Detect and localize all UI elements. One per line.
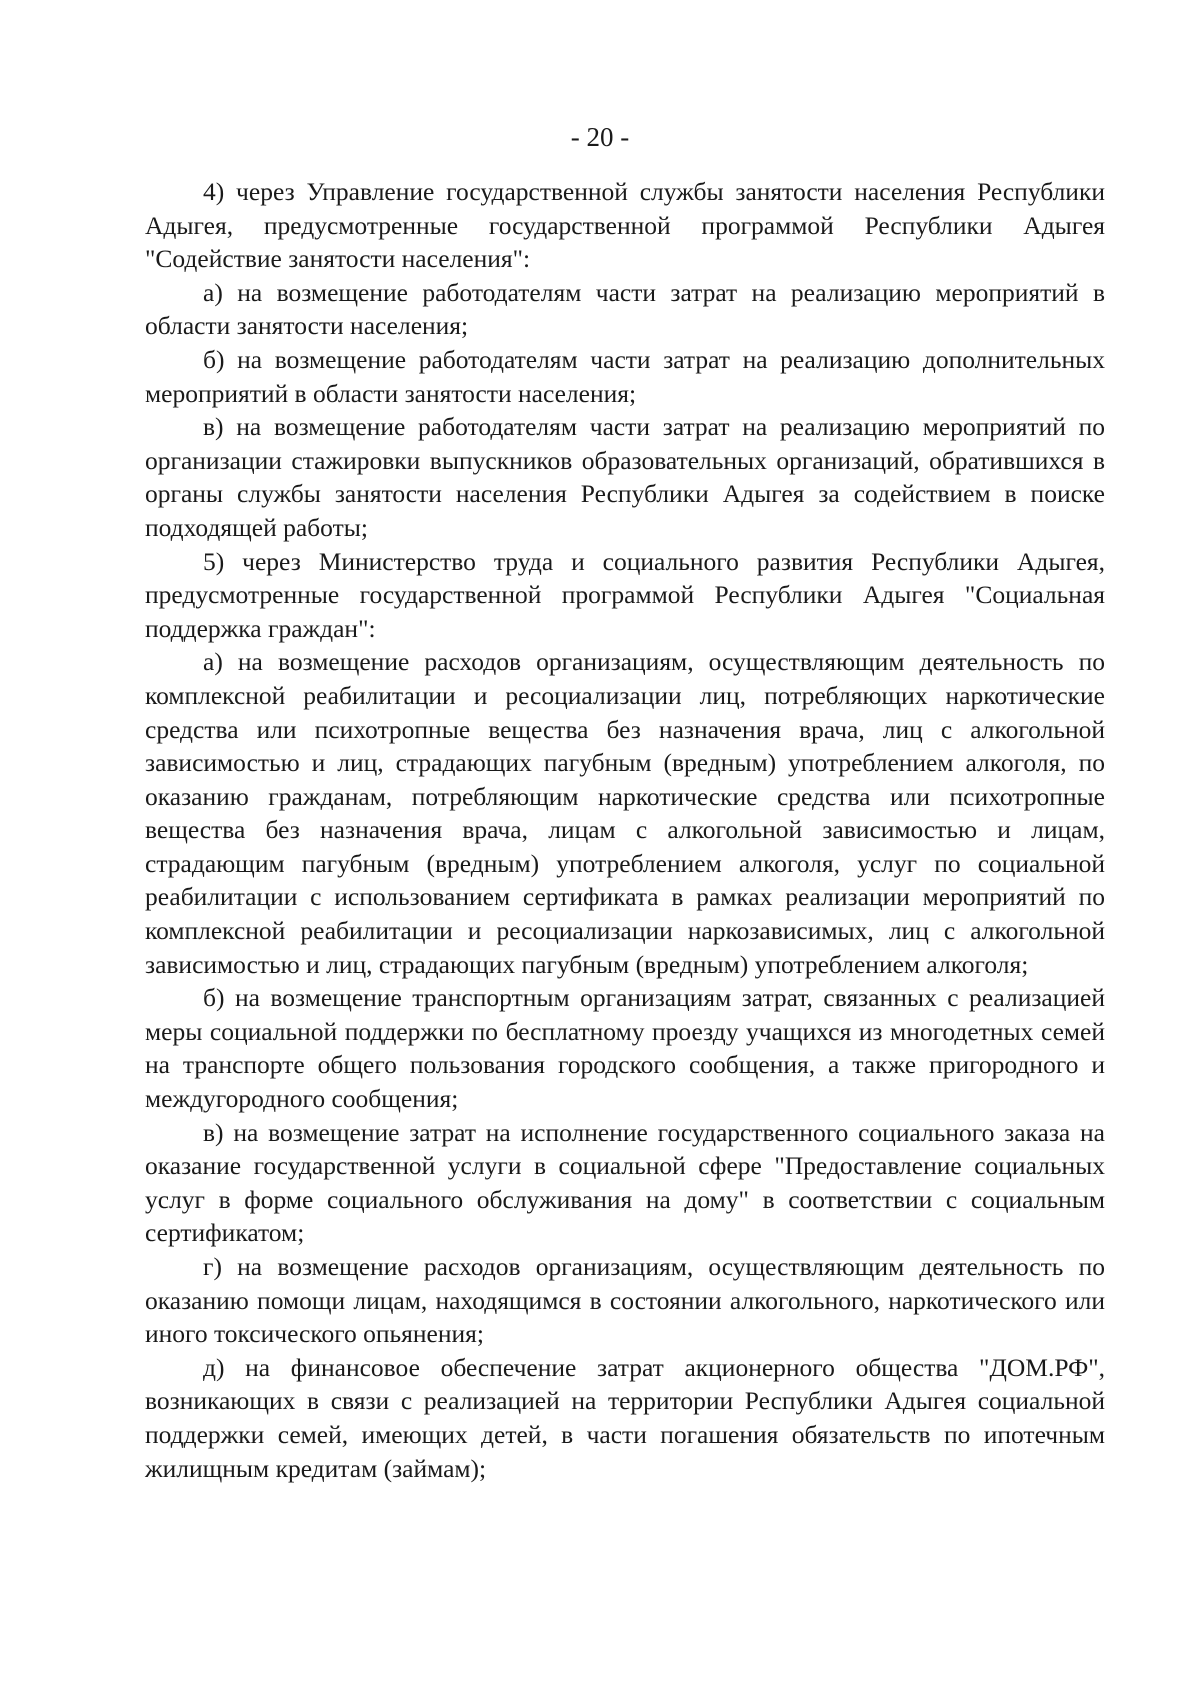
document-body: [145, 175, 1105, 1485]
paragraph-item-4: 4) через Управление государственной службы занятости населения Республики Адыгея, предусмотренные государственной программой Республики Адыгея "Содействие занятости населения":: [145, 177, 1105, 274]
paragraph-item-5: 5) через Министерство труда и социального развития Республики Адыгея, предусмотренные государственной программой Республики Адыгея "Социальная поддержка граждан":: [145, 546, 1105, 643]
page-number: - 20 -: [570, 122, 630, 152]
paragraph-item-4a: а) на возмещение работодателям части затрат на реализацию мероприятий в области занятости населения;: [145, 277, 1105, 341]
paragraph-item-4b: б) на возмещение работодателям части затрат на реализацию дополнительных мероприятий в области занятости населения;: [145, 344, 1105, 408]
paragraph-item-5a: а) на возмещение расходов организациям, осуществляющим деятельность по комплексной реабилитации и ресоциализации лиц, потребляющих наркотические средства или психотропные вещества без назначения врача, лиц с алкогольной зависимостью и лиц, страдающих пагубным (вредным) употреблением алкоголя, по оказанию гражданам, потребляющим наркотические средства или психотропные вещества без назначения врача, лицам с алкогольной зависимостью и лицам, страдающим пагубным (вредным) употреблением алкоголя, услуг по социальной реабилитации с использованием сертификата в рамках реализации мероприятий по комплексной реабилитации и ресоциализации наркозависимых, лиц с алкогольной зависимостью и лиц, страдающих пагубным (вредным) употреблением алкоголя;: [145, 647, 1105, 979]
paragraph-item-5v: в) на возмещение затрат на исполнение государственного социального заказа на оказание государственной услуги в социальной сфере "Предоставление социальных услуг в форме социального обслуживания на дому" в соответствии с социальным сертификатом;: [145, 1117, 1105, 1248]
paragraph-item-5d: д) на финансовое обеспечение затрат акционерного общества "ДОМ.РФ", возникающих в связи с реализацией на территории Республики Адыгея социальной поддержки семей, имеющих детей, в части погашения обязательств по ипотечным жилищным кредитам (займам);: [145, 1352, 1105, 1483]
paragraph-item-5b: б) на возмещение транспортным организациям затрат, связанных с реализацией меры социальной поддержки по бесплатному проезду учащихся из многодетных семей на транспорте общего пользования городского сообщения, а также пригородного и междугородного сообщения;: [145, 983, 1105, 1114]
paragraph-item-5g: г) на возмещение расходов организациям, осуществляющим деятельность по оказанию помощи лицам, находящимся в состоянии алкогольного, наркотического или иного токсического опьянения;: [145, 1252, 1105, 1349]
paragraph-item-4v: в) на возмещение работодателям части затрат на реализацию мероприятий по организации стажировки выпускников образовательных организаций, обратившихся в органы службы занятости населения Республики Адыгея за содействием в поиске подходящей работы;: [145, 412, 1105, 542]
